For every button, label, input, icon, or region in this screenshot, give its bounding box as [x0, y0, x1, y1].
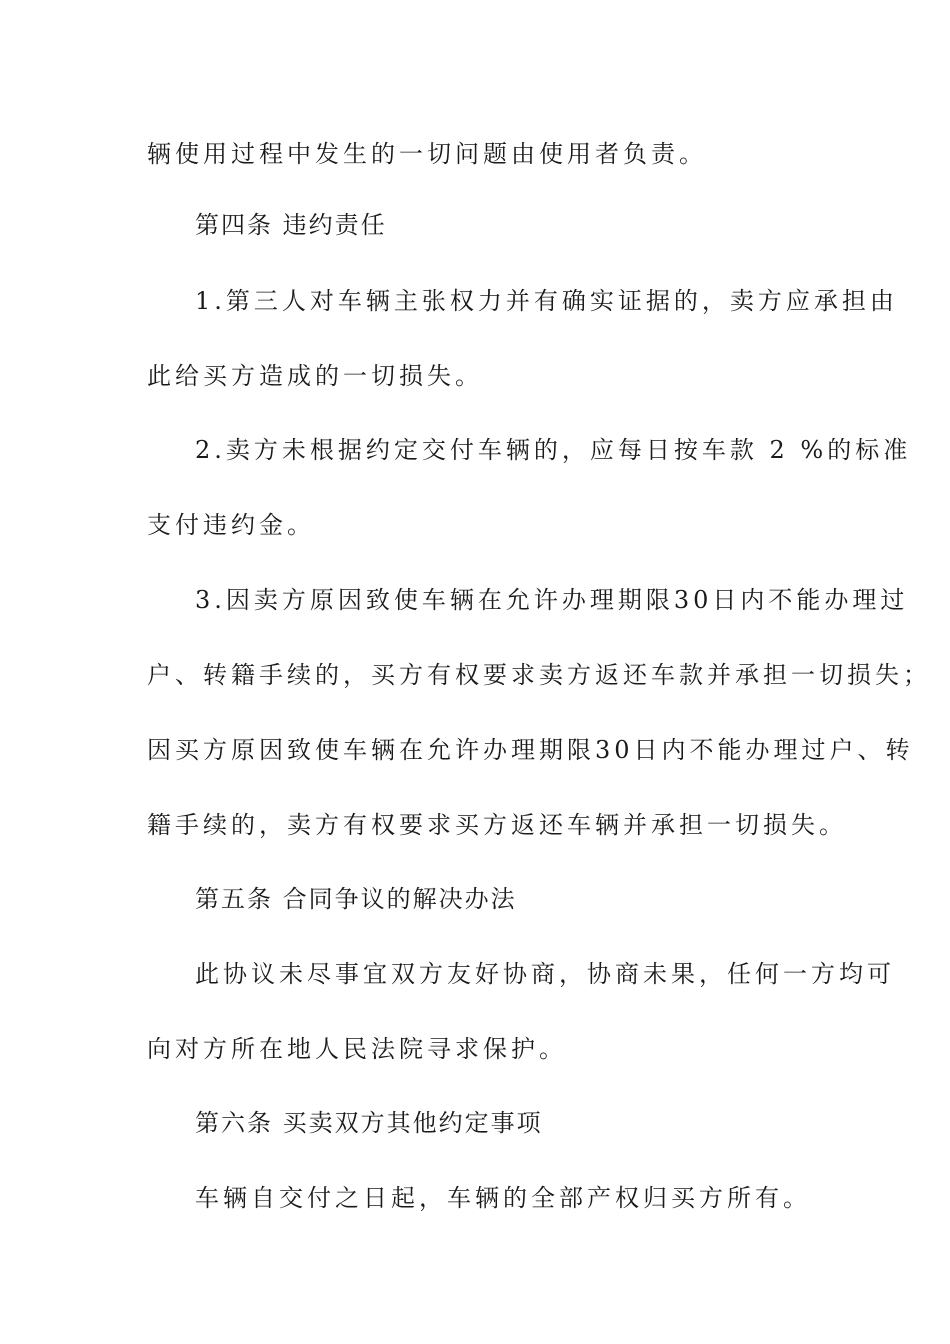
paragraph-line: 户、转籍手续的，买方有权要求卖方返还车款并承担一切损失； [147, 661, 931, 689]
paragraph-line: 因买方原因致使车辆在允许办理期限30日内不能办理过户、转 [147, 736, 914, 764]
paragraph-line: 辆使用过程中发生的一切问题由使用者负责。 [147, 140, 707, 168]
section-heading-article-6: 第六条 买卖双方其他约定事项 [195, 1109, 543, 1137]
paragraph-line: 此协议未尽事宜双方友好协商，协商未果，任何一方均可 [195, 960, 895, 988]
paragraph-line: 车辆自交付之日起，车辆的全部产权归买方所有。 [195, 1184, 811, 1212]
section-heading-article-5: 第五条 合同争议的解决办法 [195, 885, 517, 913]
paragraph-line: 2.卖方未根据约定交付车辆的，应每日按车款 2 %的标准 [195, 436, 912, 464]
paragraph-line: 支付违约金。 [147, 511, 315, 539]
paragraph-line: 籍手续的，卖方有权要求买方返还车辆并承担一切损失。 [147, 811, 847, 839]
paragraph-line: 3.因卖方原因致使车辆在允许办理期限30日内不能办理过 [195, 586, 909, 614]
paragraph-line: 1.第三人对车辆主张权力并有确实证据的，卖方应承担由 [195, 287, 898, 315]
paragraph-line: 向对方所在地人民法院寻求保护。 [147, 1035, 567, 1063]
section-heading-article-4: 第四条 违约责任 [195, 211, 387, 239]
paragraph-line: 此给买方造成的一切损失。 [147, 362, 483, 390]
